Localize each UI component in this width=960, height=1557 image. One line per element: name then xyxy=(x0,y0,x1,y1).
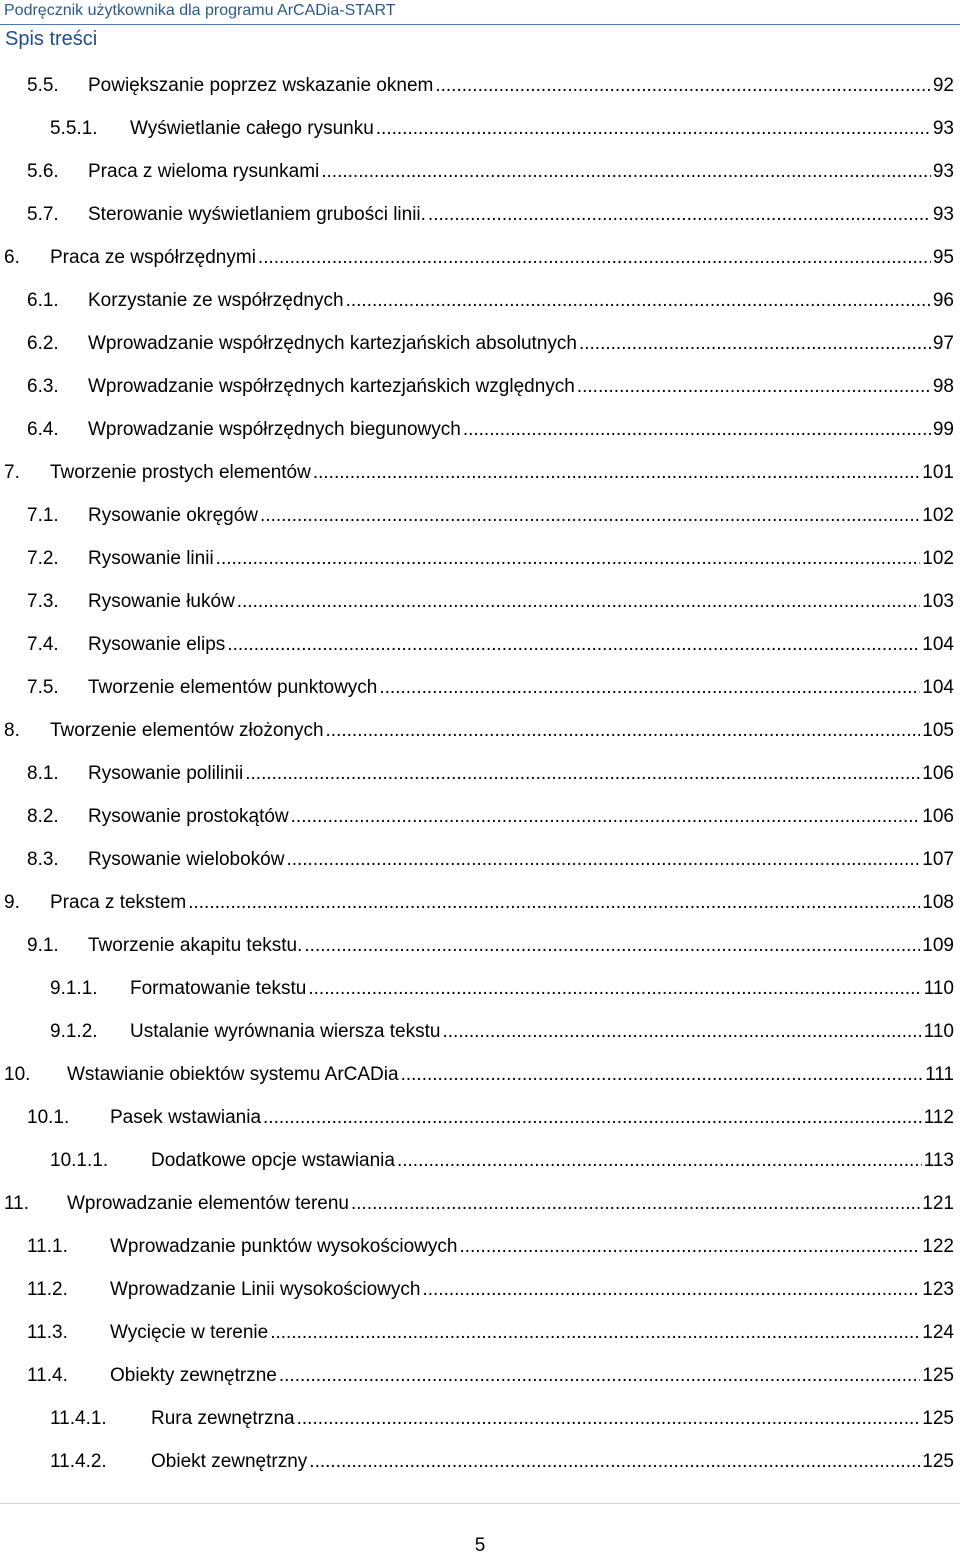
toc-entry[interactable] xyxy=(0,504,960,528)
toc-entry-title: Wprowadzanie elementów terenu xyxy=(67,1193,349,1214)
toc-entry-number: 6. xyxy=(4,247,20,268)
toc-entry-number: 8.3. xyxy=(27,849,59,870)
toc-dot-leader xyxy=(216,547,921,571)
toc-entry-number: 11.4.2. xyxy=(50,1451,107,1472)
toc-entry[interactable] xyxy=(0,762,960,786)
toc-entry-page: 110 xyxy=(923,978,954,999)
toc-entry-number: 10.1.1. xyxy=(50,1150,109,1171)
toc-entry[interactable] xyxy=(0,1450,960,1474)
toc-entry-page: 110 xyxy=(923,1021,954,1042)
toc-dot-leader xyxy=(397,1149,922,1173)
toc-entry-page: 125 xyxy=(922,1451,954,1472)
toc-entry[interactable] xyxy=(0,1149,960,1173)
toc-entry-title: Wstawianie obiektów systemu ArCADia xyxy=(67,1064,399,1085)
toc-dot-leader xyxy=(422,1278,920,1302)
toc-entry-page: 93 xyxy=(932,118,954,139)
toc-entry-page: 106 xyxy=(922,763,954,784)
toc-dot-leader xyxy=(279,1364,920,1388)
toc-entry[interactable] xyxy=(0,1192,960,1216)
toc-dot-leader xyxy=(291,805,921,829)
toc-dot-leader xyxy=(313,461,920,485)
toc-dot-leader xyxy=(270,1321,920,1345)
toc-entry-title: Rysowanie łuków xyxy=(88,591,235,612)
toc-entry-page: 96 xyxy=(932,290,954,311)
toc-dot-leader xyxy=(237,590,921,614)
toc-entry[interactable] xyxy=(0,117,960,141)
toc-entry-title: Sterowanie wyświetlaniem grubości linii. xyxy=(88,204,426,225)
toc-entry-title: Formatowanie tekstu xyxy=(130,978,307,999)
toc-entry-page: 122 xyxy=(922,1236,954,1257)
toc-entry[interactable] xyxy=(0,547,960,571)
toc-entry-number: 9.1.1. xyxy=(50,978,98,999)
toc-entry[interactable] xyxy=(0,1063,960,1087)
toc-entry-page: 92 xyxy=(932,75,954,96)
toc-dot-leader xyxy=(308,977,921,1001)
toc-entry-page: 98 xyxy=(932,376,954,397)
toc-entry-number: 5.6. xyxy=(27,161,59,182)
toc-entry[interactable] xyxy=(0,977,960,1001)
toc-entry-page: 106 xyxy=(922,806,954,827)
toc-entry[interactable] xyxy=(0,332,960,356)
toc-entry-number: 9.1. xyxy=(27,935,59,956)
toc-entry[interactable] xyxy=(0,891,960,915)
toc-entry-number: 6.1. xyxy=(27,290,59,311)
document-header-title: Podręcznik użytkownika dla programu ArCADia-START xyxy=(4,2,396,19)
toc-entry-number: 6.3. xyxy=(27,376,59,397)
toc-entry-page: 95 xyxy=(932,247,954,268)
toc-dot-leader xyxy=(297,1407,921,1431)
toc-entry-title: Wprowadzanie współrzędnych kartezjańskich względnych xyxy=(88,376,575,397)
toc-heading: Spis treści xyxy=(5,28,98,50)
toc-entry-title: Rysowanie wieloboków xyxy=(88,849,285,870)
page-number: 5 xyxy=(474,1535,486,1556)
toc-dot-leader xyxy=(463,418,931,442)
toc-entry-page: 108 xyxy=(922,892,954,913)
toc-entry-number: 11.3. xyxy=(27,1322,68,1343)
toc-entry-number: 5.5.1. xyxy=(50,118,98,139)
toc-entry-number: 10.1. xyxy=(27,1107,70,1128)
toc-entry-title: Wprowadzanie współrzędnych kartezjańskich absolutnych xyxy=(88,333,577,354)
toc-entry-number: 6.2. xyxy=(27,333,59,354)
toc-entry-title: Rysowanie elips xyxy=(88,634,226,655)
toc-dot-leader xyxy=(286,848,920,872)
toc-dot-leader xyxy=(401,1063,924,1087)
toc-entry-page: 102 xyxy=(922,505,954,526)
toc-dot-leader xyxy=(321,160,931,184)
toc-entry-number: 8. xyxy=(4,720,20,741)
toc-entry-page: 111 xyxy=(925,1064,954,1085)
toc-entry-title: Praca ze współrzędnymi xyxy=(50,247,256,268)
toc-entry[interactable] xyxy=(0,848,960,872)
toc-entry-title: Wprowadzanie Linii wysokościowych xyxy=(110,1279,421,1300)
toc-entry-title: Tworzenie prostych elementów xyxy=(50,462,311,483)
toc-dot-leader xyxy=(227,633,920,657)
toc-entry[interactable] xyxy=(0,1106,960,1130)
toc-entry-title: Rura zewnętrzna xyxy=(151,1408,295,1429)
toc-entry-title: Rysowanie linii xyxy=(88,548,214,569)
toc-entry-page: 125 xyxy=(922,1408,954,1429)
toc-dot-leader xyxy=(263,1106,922,1130)
toc-entry[interactable] xyxy=(0,375,960,399)
toc-dot-leader xyxy=(326,719,921,743)
header-divider xyxy=(0,24,960,25)
toc-entry-title: Wprowadzanie punktów wysokościowych xyxy=(110,1236,458,1257)
toc-entry-page: 104 xyxy=(922,677,954,698)
toc-entry[interactable] xyxy=(0,676,960,700)
toc-entry-page: 113 xyxy=(923,1150,954,1171)
toc-entry[interactable] xyxy=(0,203,960,227)
toc-entry-title: Rysowanie prostokątów xyxy=(88,806,289,827)
toc-dot-leader xyxy=(346,289,931,313)
toc-entry-number: 9. xyxy=(4,892,20,913)
toc-entry-page: 101 xyxy=(922,462,954,483)
toc-entry-title: Praca z tekstem xyxy=(50,892,187,913)
toc-entry[interactable] xyxy=(0,461,960,485)
toc-entry-page: 104 xyxy=(922,634,954,655)
toc-entry-title: Obiekt zewnętrzny xyxy=(151,1451,308,1472)
toc-entry-page: 112 xyxy=(923,1107,954,1128)
toc-dot-leader xyxy=(442,1020,921,1044)
toc-dot-leader xyxy=(260,504,920,528)
toc-entry-number: 6.4. xyxy=(27,419,59,440)
toc-dot-leader xyxy=(379,676,920,700)
toc-entry-number: 7.1. xyxy=(27,505,59,526)
toc-entry-page: 102 xyxy=(922,548,954,569)
toc-entry[interactable] xyxy=(0,418,960,442)
toc-dot-leader xyxy=(428,203,931,227)
toc-entry-number: 8.2. xyxy=(27,806,59,827)
toc-entry-number: 5.7. xyxy=(27,204,59,225)
toc-entry-number: 7.3. xyxy=(27,591,59,612)
toc-entry[interactable] xyxy=(0,1321,960,1345)
toc-entry-number: 7.2. xyxy=(27,548,59,569)
toc-entry-page: 93 xyxy=(932,204,954,225)
toc-dot-leader xyxy=(376,117,931,141)
toc-entry-title: Dodatkowe opcje wstawiania xyxy=(151,1150,395,1171)
toc-dot-leader xyxy=(188,891,920,915)
toc-entry-page: 109 xyxy=(922,935,954,956)
toc-entry-number: 11.4. xyxy=(27,1365,68,1386)
toc-entry-number: 9.1.2. xyxy=(50,1021,98,1042)
toc-entry-page: 107 xyxy=(922,849,954,870)
toc-entry-number: 11.4.1. xyxy=(50,1408,107,1429)
toc-entry-number: 8.1. xyxy=(27,763,59,784)
toc-entry-title: Wyświetlanie całego rysunku xyxy=(130,118,374,139)
toc-entry-title: Rysowanie okręgów xyxy=(88,505,259,526)
toc-dot-leader xyxy=(459,1235,920,1259)
toc-entry[interactable] xyxy=(0,805,960,829)
toc-entry-title: Rysowanie polilinii xyxy=(88,763,244,784)
toc-entry-page: 123 xyxy=(922,1279,954,1300)
toc-entry-page: 97 xyxy=(932,333,954,354)
toc-entry[interactable] xyxy=(0,289,960,313)
toc-entry-title: Praca z wieloma rysunkami xyxy=(88,161,320,182)
toc-dot-leader xyxy=(579,332,931,356)
toc-entry-title: Ustalanie wyrównania wiersza tekstu xyxy=(130,1021,441,1042)
toc-entry-number: 5.5. xyxy=(27,75,59,96)
toc-entry[interactable] xyxy=(0,1407,960,1431)
toc-entry-page: 103 xyxy=(922,591,954,612)
toc-entry-number: 7.4. xyxy=(27,634,59,655)
toc-entry-title: Powiększanie poprzez wskazanie oknem xyxy=(88,75,434,96)
toc-entry[interactable] xyxy=(0,1020,960,1044)
toc-dot-leader xyxy=(351,1192,920,1216)
toc-entry[interactable] xyxy=(0,1278,960,1302)
toc-dot-leader xyxy=(258,246,931,270)
toc-entry-page: 121 xyxy=(922,1193,954,1214)
toc-entry-number: 11.2. xyxy=(27,1279,68,1300)
toc-entry[interactable] xyxy=(0,1364,960,1388)
toc-entry-number: 7. xyxy=(4,462,20,483)
toc-entry-number: 7.5. xyxy=(27,677,59,698)
toc-dot-leader xyxy=(309,1450,920,1474)
toc-entry[interactable] xyxy=(0,1235,960,1259)
toc-entry-page: 125 xyxy=(922,1365,954,1386)
toc-entry-title: Wycięcie w terenie xyxy=(110,1322,269,1343)
toc-entry-title: Tworzenie elementów złożonych xyxy=(50,720,324,741)
toc-dot-leader xyxy=(245,762,920,786)
toc-entry-page: 105 xyxy=(922,720,954,741)
toc-entry[interactable] xyxy=(0,74,960,98)
toc-dot-leader xyxy=(304,934,920,958)
toc-entry[interactable] xyxy=(0,633,960,657)
toc-entry-page: 124 xyxy=(922,1322,954,1343)
toc-entry-number: 11.1. xyxy=(27,1236,68,1257)
toc-entry-number: 10. xyxy=(4,1064,31,1085)
toc-dot-leader xyxy=(435,74,931,98)
toc-entry-title: Tworzenie akapitu tekstu. xyxy=(88,935,303,956)
toc-entry-number: 11. xyxy=(4,1193,30,1214)
toc-entry-title: Pasek wstawiania xyxy=(110,1107,262,1128)
toc-entry-title: Wprowadzanie współrzędnych biegunowych xyxy=(88,419,461,440)
toc-entry-page: 93 xyxy=(932,161,954,182)
toc-entry-title: Korzystanie ze współrzędnych xyxy=(88,290,344,311)
toc-dot-leader xyxy=(577,375,931,399)
toc-entry[interactable] xyxy=(0,160,960,184)
toc-entry[interactable] xyxy=(0,719,960,743)
toc-entry-title: Tworzenie elementów punktowych xyxy=(88,677,378,698)
toc-entry[interactable] xyxy=(0,590,960,614)
toc-entry-title: Obiekty zewnętrzne xyxy=(110,1365,277,1386)
toc-entry[interactable] xyxy=(0,934,960,958)
footer-divider xyxy=(0,1503,960,1504)
toc-entry[interactable] xyxy=(0,246,960,270)
toc-entry-page: 99 xyxy=(932,419,954,440)
